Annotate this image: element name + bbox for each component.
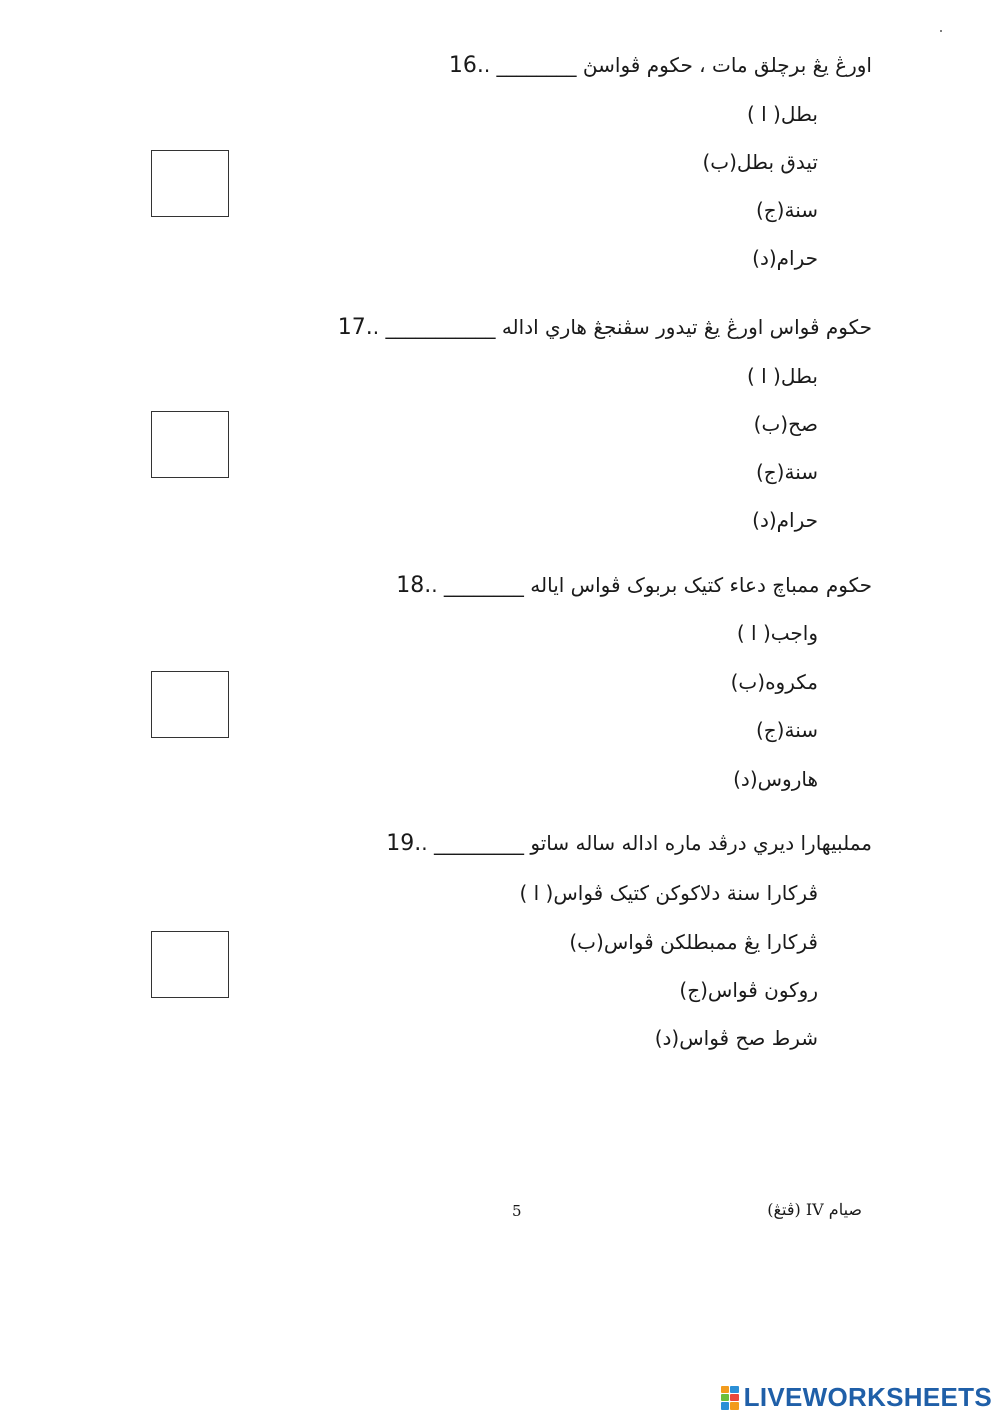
option-letter: ( ا ) xyxy=(736,621,771,645)
question-text: مملبيهارا ديري درڤد ماره اداله ساله ساتو _________ . xyxy=(421,831,872,855)
option-letter: (ب) xyxy=(730,670,766,694)
question-16-option-a xyxy=(733,98,818,130)
question-text: حکوم ممباچ دعاء کتيک بربوک ڤواس اياله ________ . xyxy=(431,573,872,597)
option-letter: ( ا ) xyxy=(519,881,554,905)
question-text: حکوم ڤواس اورڠ يڠ تيدور سڤنجڠ هاري اداله ___________ . xyxy=(372,315,872,339)
option-letter: (د) xyxy=(752,246,777,270)
option-text: سنة xyxy=(784,460,818,484)
option-text: هاروس xyxy=(757,767,818,791)
question-18-option-b xyxy=(717,666,818,698)
question-18-option-c xyxy=(742,714,818,746)
option-text: شرط صح ڤواس xyxy=(679,1026,818,1050)
question-19-option-b xyxy=(555,926,818,958)
question-17-option-b xyxy=(740,408,818,440)
option-letter: (د) xyxy=(733,767,758,791)
option-text: ڤرکارا يڠ ممبطلکن ڤواس xyxy=(603,930,818,954)
question-17-option-c xyxy=(742,456,818,488)
option-text: حرام xyxy=(776,246,818,270)
option-text: حرام xyxy=(776,508,818,532)
question-19-option-c xyxy=(665,974,818,1006)
option-letter: (د) xyxy=(752,508,777,532)
question-18-option-d xyxy=(719,763,818,795)
option-text: مکروه xyxy=(765,670,818,694)
option-letter: (ب) xyxy=(753,412,789,436)
question-16-option-d xyxy=(738,242,818,274)
option-text: صح xyxy=(788,412,818,436)
question-19-stem xyxy=(372,826,872,860)
liveworksheets-logo[interactable] xyxy=(721,1382,992,1413)
option-text: بطل xyxy=(780,102,818,126)
option-text: ڤرکارا سنة دلاکوکن کتيک ڤواس xyxy=(553,881,818,905)
option-text: سنة xyxy=(784,718,818,742)
question-text: اورڠ يڠ برچلق مات ، حکوم ڤواسڽ ________ . xyxy=(483,53,872,77)
subject-label: صيام IV (ڤتڠ) xyxy=(767,1200,862,1219)
question-17-stem xyxy=(324,310,872,344)
answer-box-18[interactable] xyxy=(151,671,229,738)
option-text: تيدق بطل xyxy=(736,150,818,174)
question-18-option-a xyxy=(723,617,818,649)
question-16-option-b xyxy=(688,146,818,178)
question-16-stem xyxy=(435,48,872,82)
question-17-option-d xyxy=(738,504,818,536)
liveworksheets-icon xyxy=(721,1386,739,1410)
question-number: 19. xyxy=(386,830,422,856)
option-letter: ( ا ) xyxy=(746,102,781,126)
answer-box-16[interactable] xyxy=(151,150,229,217)
question-number: 16. xyxy=(448,52,484,78)
option-letter: (ج) xyxy=(755,460,785,484)
option-letter: (ج) xyxy=(755,718,785,742)
question-19-option-a xyxy=(505,877,818,909)
option-text: بطل xyxy=(780,364,818,388)
option-text: واجب xyxy=(770,621,818,645)
option-letter: (ب) xyxy=(702,150,737,174)
question-18-stem xyxy=(382,568,872,602)
liveworksheets-wordmark: LIVEWORKSHEETS xyxy=(743,1382,992,1412)
question-17-option-a xyxy=(733,360,818,392)
option-text: روکون ڤواس xyxy=(707,978,818,1002)
scan-speck xyxy=(940,30,942,32)
option-text: سنة xyxy=(784,198,818,222)
option-letter: (ج) xyxy=(679,978,708,1002)
question-16-option-c xyxy=(742,194,818,226)
page-number: 5 xyxy=(512,1202,522,1220)
question-number: 18. xyxy=(396,572,432,598)
answer-box-19[interactable] xyxy=(151,931,229,998)
option-letter: (ب) xyxy=(569,930,604,954)
answer-box-17[interactable] xyxy=(151,411,229,478)
option-letter: (د) xyxy=(654,1026,680,1050)
question-19-option-d xyxy=(641,1022,818,1054)
question-number: 17. xyxy=(337,314,373,340)
option-letter: ( ا ) xyxy=(746,364,781,388)
option-letter: (ج) xyxy=(755,198,785,222)
